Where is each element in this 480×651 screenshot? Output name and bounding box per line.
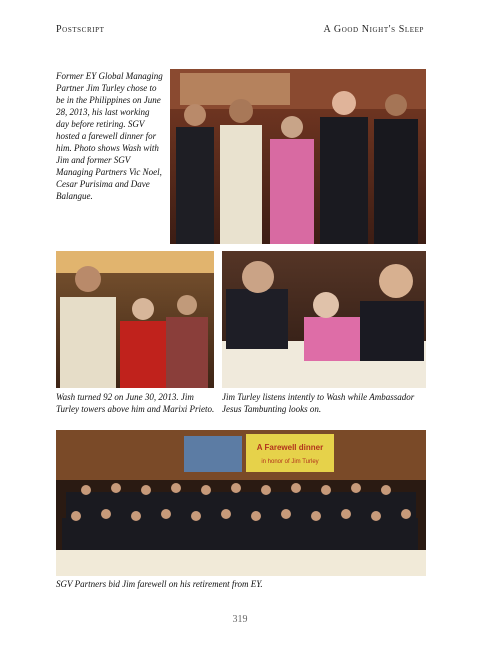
photo-caption-sgv-partners: SGV Partners bid Jim farewell on his retirement from EY.	[56, 579, 263, 589]
photo-caption-farewell-group: Former EY Global Managing Partner Jim Turley chose to be in the Philippines on June 28, 2013, his last working day before retiring. SGV hosted a farewell dinner for him. Photo shows Wash with Jim and former SGV Managing Partners Vic Noel, Cesar Purisima and Dave Balangue.	[56, 71, 163, 201]
banner-line-2: in honor of Jim Turley	[261, 459, 319, 465]
photo-caption-jim-listening: Jim Turley listens intently to Wash while Ambassador Jesus Tambunting looks on.	[222, 392, 415, 414]
photo-farewell-group	[170, 69, 426, 244]
running-header-left: Postscript	[56, 24, 105, 35]
banner-line-1: A Farewell dinner	[256, 443, 324, 452]
photo-wash-birthday	[56, 251, 214, 388]
photo-caption-wash-birthday: Wash turned 92 on June 30, 2013. Jim Turley towers above him and Marixi Prieto.	[56, 392, 215, 414]
running-header-right: A Good Night's Sleep	[323, 24, 424, 35]
photo-jim-turley-listening	[222, 251, 426, 388]
photo-sgv-partners	[56, 430, 426, 576]
page-number: 319	[232, 614, 248, 625]
